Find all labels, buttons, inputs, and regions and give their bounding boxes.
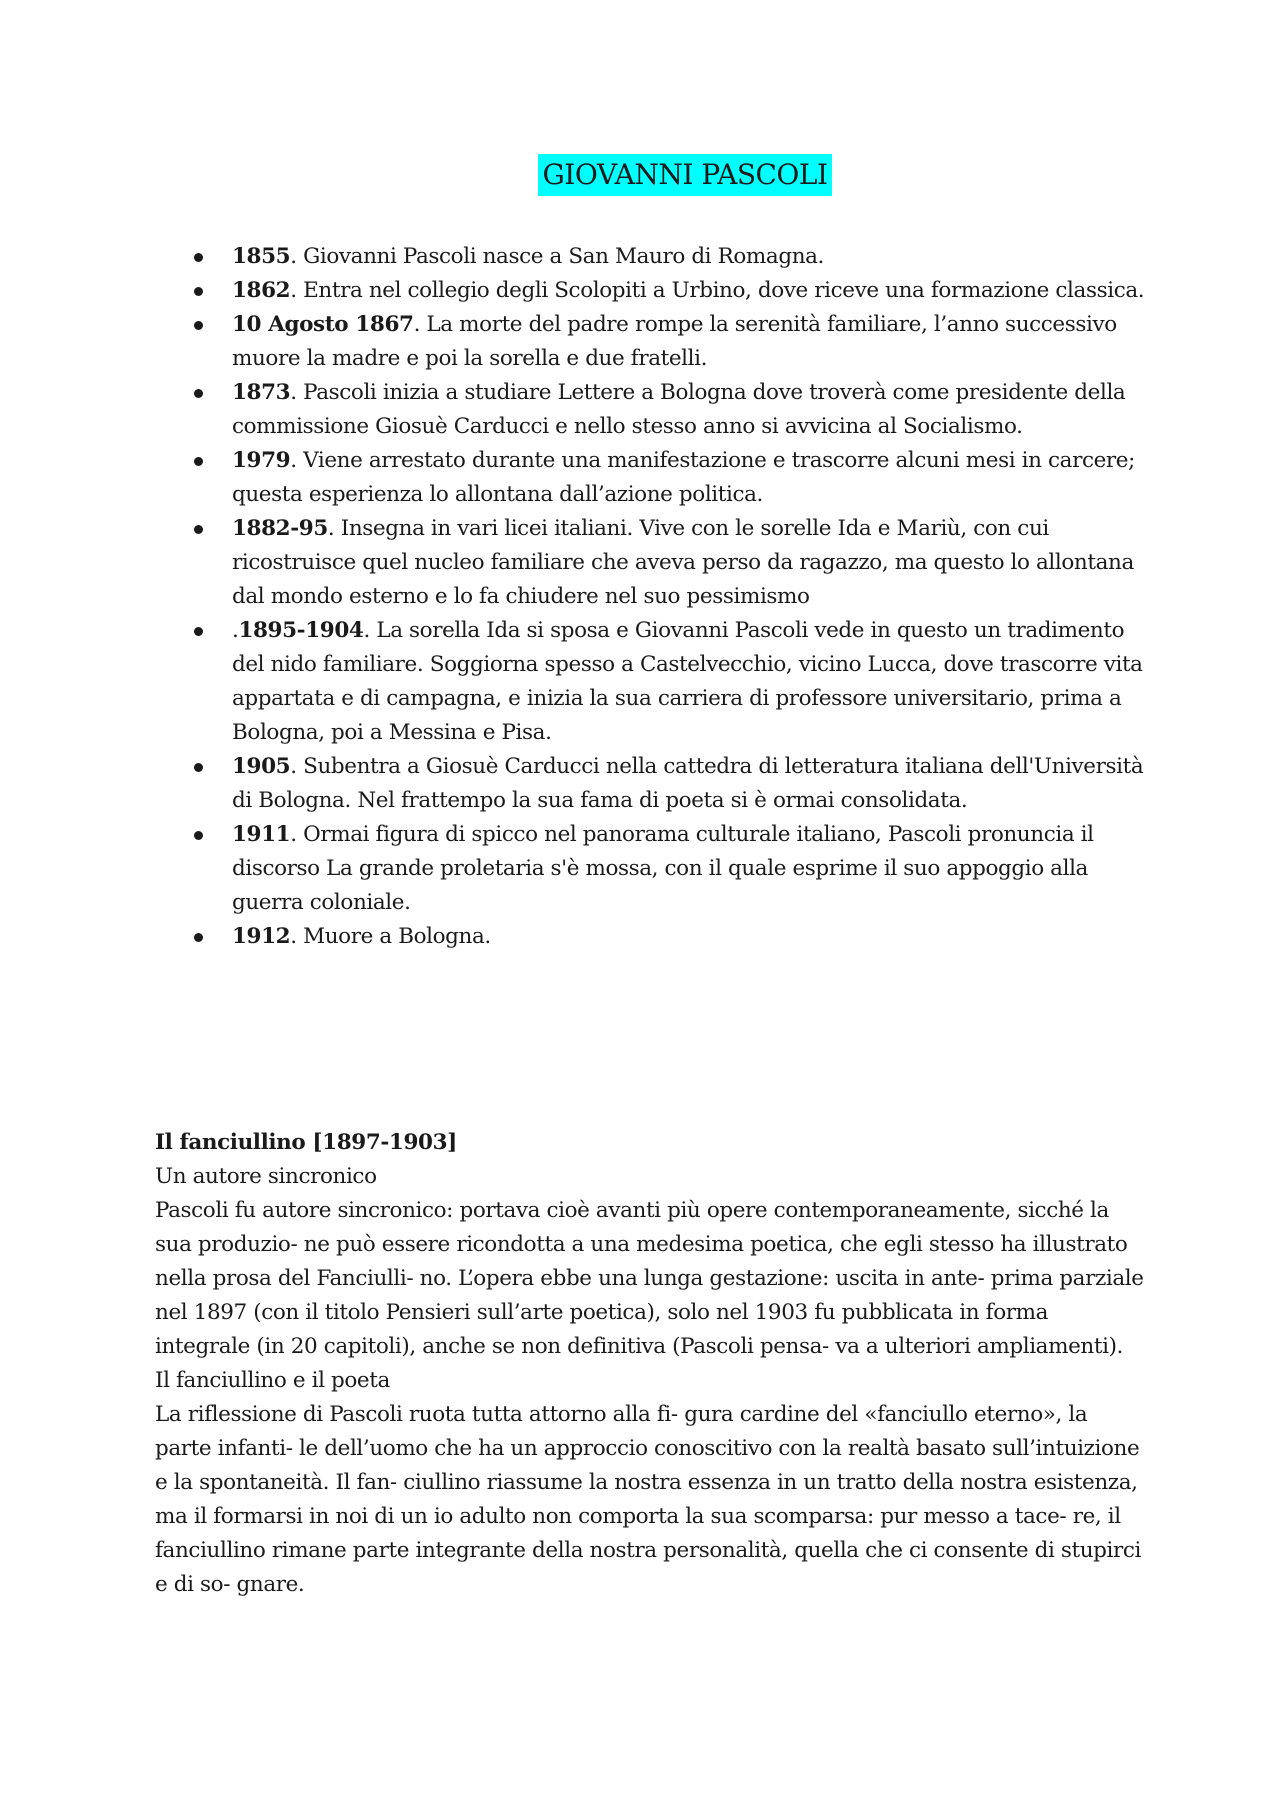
paragraph-autore-sincronico: Pascoli fu autore sincronico: portava cioè avanti più opere contemporaneamente, sicché la sua produzio- ne può essere ricondotta a una medesima poetica, che egli stesso ha illustrato nella prosa del Fanciulli- no. L’opera ebbe una lunga gestazione: uscita in ante- prima parziale nel 1897 (con il titolo Pensieri sull’arte poetica), solo nel 1903 fu pubblicata in forma integrale (in 20 capitoli), anche se non definitiva (Pascoli pensa- va a ulteriori ampliamenti). (155, 1198, 1144, 1359)
subheading-fanciullino-poeta: Il fanciullino e il poeta (155, 1368, 390, 1393)
timeline-text: . Ormai figura di spicco nel panorama culturale italiano, Pascoli pronuncia il discorso La grande proletaria s'è mossa, con il quale esprime il suo appoggio alla guerra coloniale. (232, 822, 1094, 915)
bullet-icon (194, 321, 203, 330)
subheading-autore-sincronico: Un autore sincronico (155, 1164, 377, 1189)
bullet-icon (194, 933, 203, 942)
bullet-icon (194, 287, 203, 296)
timeline-year: 1895-1904 (238, 618, 364, 643)
timeline-year: 1979 (232, 448, 291, 473)
bullet-icon (194, 457, 203, 466)
timeline-text: . Giovanni Pascoli nasce a San Mauro di Romagna. (290, 244, 824, 269)
bullet-icon (194, 763, 203, 772)
bullet-icon (194, 389, 203, 398)
timeline-item (190, 274, 1150, 308)
timeline-prefix: . (232, 618, 239, 643)
timeline-year: 1905 (232, 754, 291, 779)
timeline-text: . Entra nel collegio degli Scolopiti a Urbino, dove riceve una formazione classica. (290, 278, 1145, 303)
timeline-text: . Insegna in vari licei italiani. Vive con le sorelle Ida e Mariù, con cui ricostruisce quel nucleo familiare che aveva perso da ragazzo, ma questo lo allontana dal mondo esterno e lo fa chiudere nel suo pessimismo (232, 516, 1134, 609)
timeline-year: 10 Agosto 1867 (232, 312, 414, 337)
timeline-item (190, 512, 1150, 614)
paragraph-fanciullino-poeta: La riflessione di Pascoli ruota tutta attorno alla fi- gura cardine del «fanciullo eterno», la parte infanti- le dell’uomo che ha un approccio conoscitivo con la realtà basato sull’intuizione e la spontaneità. Il fan- ciullino riassume la nostra essenza in un tratto della nostra esistenza, ma il formarsi in noi di un io adulto non comporta la sua scomparsa: pur messo a tace- re, il fanciullino rimane parte integrante della nostra personalità, quella che ci consente di stupirci e di so- gnare. (155, 1402, 1142, 1597)
timeline-year: 1855 (232, 244, 291, 269)
timeline-text: . Subentra a Giosuè Carducci nella cattedra di letteratura italiana dell'Università di Bologna. Nel frattempo la sua fama di poeta si è ormai consolidata. (232, 754, 1144, 813)
bullet-icon (194, 627, 203, 636)
timeline-year: 1882-95 (232, 516, 328, 541)
timeline-item (190, 376, 1150, 444)
bullet-icon (194, 831, 203, 840)
timeline-text: . Muore a Bologna. (290, 924, 491, 949)
timeline-item (190, 750, 1150, 818)
timeline-item (190, 818, 1150, 920)
timeline-text: . Viene arrestato durante una manifestazione e trascorre alcuni mesi in carcere; questa esperienza lo allontana dall’azione politica. (232, 448, 1135, 507)
timeline-item (190, 444, 1150, 512)
bullet-icon (194, 253, 203, 262)
timeline-year: 1862 (232, 278, 291, 303)
section-heading: Il fanciullino [1897-1903] (155, 1130, 457, 1155)
timeline-list (190, 240, 1150, 954)
page-title: GIOVANNI PASCOLI (538, 154, 831, 196)
bullet-icon (194, 525, 203, 534)
timeline-year: 1912 (232, 924, 291, 949)
title-container (0, 154, 1280, 196)
timeline-text: . La morte del padre rompe la serenità familiare, l’anno successivo muore la madre e poi la sorella e due fratelli. (232, 312, 1117, 371)
timeline-item (190, 240, 1150, 274)
timeline-item (190, 614, 1150, 750)
timeline-item (190, 308, 1150, 376)
section-fanciullino (155, 1126, 1145, 1602)
timeline-year: 1911 (232, 822, 291, 847)
timeline-year: 1873 (232, 380, 291, 405)
timeline-item (190, 920, 1150, 954)
timeline-text: . Pascoli inizia a studiare Lettere a Bologna dove troverà come presidente della commissione Giosuè Carducci e nello stesso anno si avvicina al Socialismo. (232, 380, 1126, 439)
timeline-text: . La sorella Ida si sposa e Giovanni Pascoli vede in questo un tradimento del nido familiare. Soggiorna spesso a Castelvecchio, vicino Lucca, dove trascorre vita appartata e di campagna, e inizia la sua carriera di professore universitario, prima a Bologna, poi a Messina e Pisa. (232, 618, 1143, 745)
